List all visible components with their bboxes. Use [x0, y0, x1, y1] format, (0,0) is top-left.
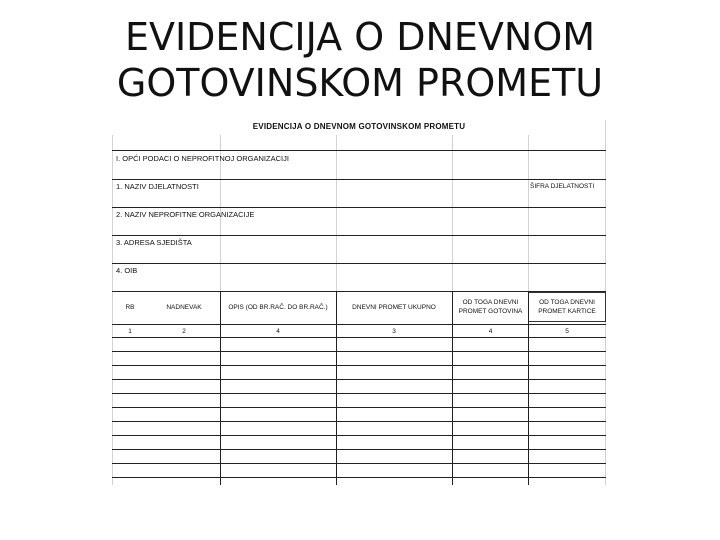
column-border — [528, 292, 529, 485]
table-row — [112, 393, 606, 394]
column-header-ukupno: DNEVNI PROMET UKUPNO — [352, 303, 436, 311]
section-heading: I. OPĆI PODACI O NEPROFITNOJ ORGANIZACIJI — [116, 154, 289, 163]
row-border — [112, 324, 606, 325]
table-row — [112, 379, 606, 380]
row-border — [112, 207, 606, 208]
column-number: 2 — [182, 328, 186, 335]
grid-line — [528, 135, 529, 295]
grid-line — [336, 135, 337, 295]
row-border — [112, 179, 606, 180]
grid-line — [452, 135, 453, 295]
slide-title-line-1: EVIDENCIJA O DNEVNOM — [124, 15, 596, 59]
column-number: 3 — [392, 328, 396, 335]
table-row — [112, 449, 606, 450]
column-border — [220, 292, 221, 485]
table-row — [112, 365, 606, 366]
column-border — [336, 292, 337, 485]
column-header-nadnevak: NADNEVAK — [166, 303, 202, 311]
table-row — [112, 477, 606, 478]
form-title: EVIDENCIJA O DNEVNOM GOTOVINSKOM PROMETU — [252, 122, 466, 131]
column-header-opis: OPIS (OD BR.RAČ. DO BR.RAČ.) — [228, 303, 328, 311]
table-row — [112, 435, 606, 436]
column-header-gotovina: OD TOGA DNEVNI PROMET GOTOVINA — [458, 299, 523, 315]
table-row — [112, 421, 606, 422]
column-border — [452, 292, 453, 485]
column-number: 1 — [128, 328, 132, 335]
column-number: 4 — [276, 328, 280, 335]
slide-title-line-2: GOTOVINSKOM PROMETU — [116, 61, 604, 105]
table-row — [112, 407, 606, 408]
field-label-djelatnost: 1. NAZIV DJELATNOSTI — [116, 182, 199, 191]
field-label-oib: 4. OIB — [116, 266, 138, 275]
slide-title — [0, 14, 720, 106]
column-header-kartice: OD TOGA DNEVNI PROMET KARTICE — [538, 299, 596, 315]
row-border — [112, 150, 606, 151]
spreadsheet-form — [112, 120, 606, 485]
table-row — [112, 463, 606, 464]
row-border — [112, 263, 606, 264]
table-row — [112, 351, 606, 352]
field-label-naziv: 2. NAZIV NEPROFITNE ORGANIZACIJE — [116, 210, 255, 219]
column-number: 5 — [565, 328, 569, 335]
row-border — [112, 235, 606, 236]
field-label-sifra: ŠIFRA DJELATNOSTI — [530, 183, 595, 190]
column-number: 4 — [488, 328, 493, 335]
column-header-rb: RB — [125, 303, 135, 311]
field-label-adresa: 3. ADRESA SJEDIŠTA — [116, 238, 192, 247]
table-row — [112, 337, 606, 338]
